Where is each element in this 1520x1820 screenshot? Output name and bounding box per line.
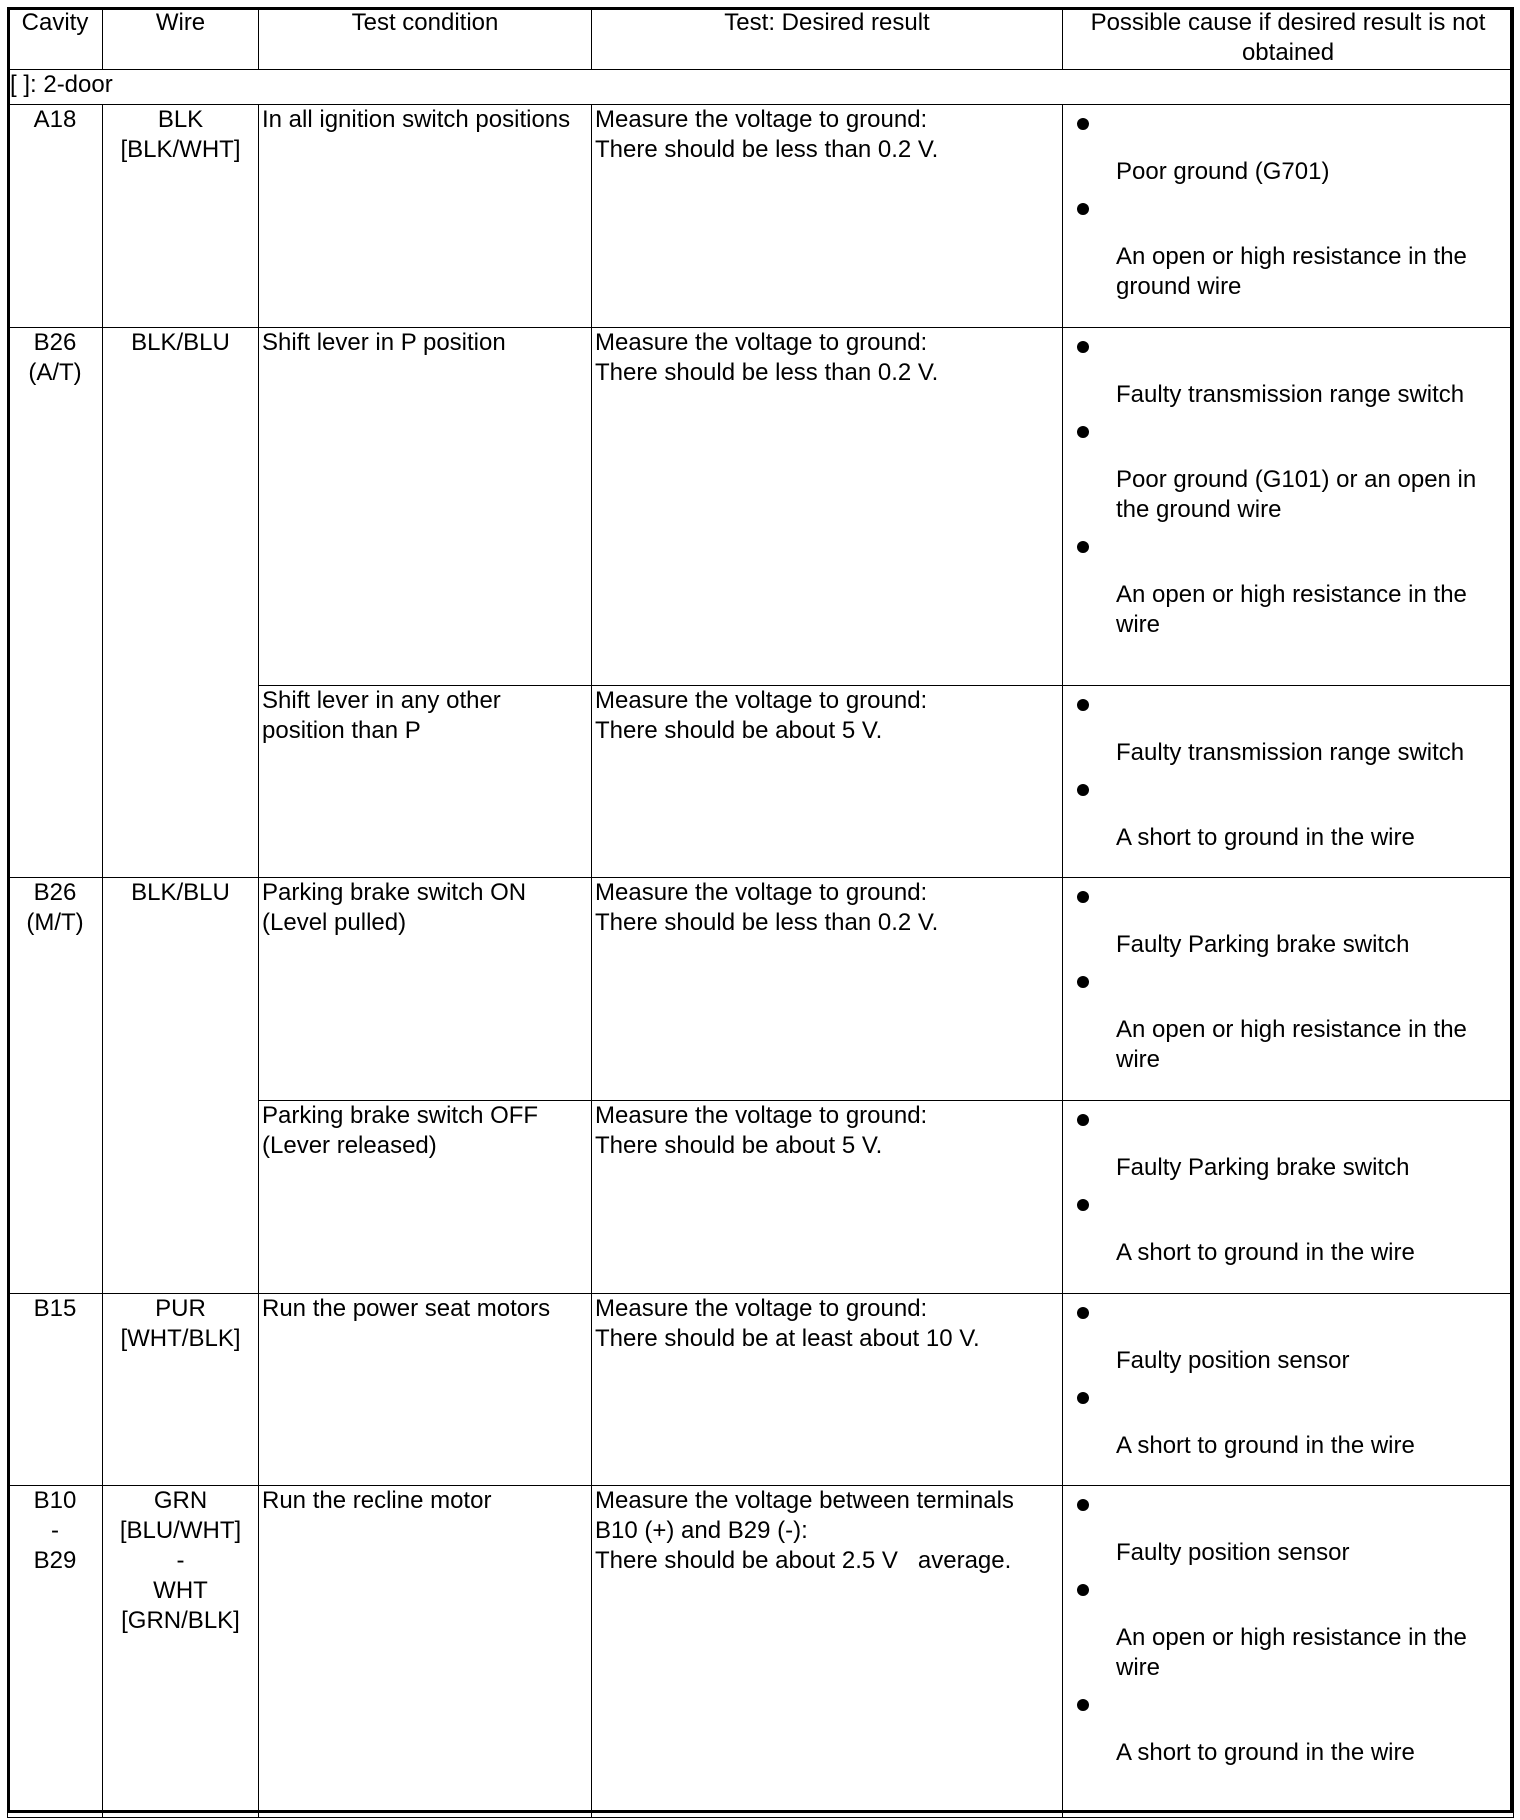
result-line: Measure the voltage to ground: [595,687,928,714]
causes-cell [1063,878,1514,1101]
bullet-icon [1077,203,1089,215]
cause-text: A short to ground in the wire [1116,1239,1415,1266]
cause-item [1063,328,1513,410]
result-cell [592,878,1063,1101]
result-cell [592,1294,1063,1486]
result-line: Measure the voltage to ground: [595,1295,928,1322]
result-cell [592,1101,1063,1294]
table-row [8,1294,1514,1486]
bullet-icon [1077,1307,1089,1319]
header-cavity: Cavity [8,8,103,70]
wire-line: BLK/BLU [131,879,230,906]
wire-cell [103,328,259,878]
table-row [8,1486,1514,1818]
condition-line: Run the power seat motors [262,1295,551,1322]
cause-text: Faulty Parking brake switch [1116,931,1410,958]
wire-line: [BLU/WHT] [119,1517,242,1544]
wire-cell [103,105,259,328]
wire-line: [WHT/BLK] [120,1325,241,1352]
cavity-cell [8,105,103,328]
bullet-icon [1077,699,1089,711]
header-test-condition: Test condition [259,8,592,70]
header-wire: Wire [103,8,259,70]
cavity-cell [8,1294,103,1486]
cause-text: A short to ground in the wire [1116,1739,1415,1766]
condition-line: Shift lever in P position [262,329,506,356]
condition-line: (Lever released) [262,1132,437,1159]
condition-cell [259,1294,592,1486]
cause-text: Faulty transmission range switch [1116,381,1465,408]
result-line: There should be about 2.5 V average. [595,1547,1012,1574]
cause-item [1063,528,1513,640]
bullet-icon [1077,1584,1089,1596]
cavity-line: B26 [33,329,77,356]
wire-line: BLK/BLU [131,329,230,356]
wire-line: BLK [157,106,204,133]
result-line: There should be less than 0.2 V. [595,909,939,936]
cause-text: Faulty Parking brake switch [1116,1154,1410,1181]
cause-item [1063,878,1513,960]
condition-cell [259,1486,592,1818]
cause-item [1063,1101,1513,1183]
wire-cell [103,1486,259,1818]
condition-line: In all ignition switch positions [262,106,571,133]
result-line: Measure the voltage to ground: [595,329,928,356]
result-cell [592,1486,1063,1818]
cavity-line: B26 [33,879,77,906]
cause-item [1063,413,1513,525]
result-line: There should be less than 0.2 V. [595,136,939,163]
cause-item [1063,1486,1513,1568]
bullet-icon [1077,784,1089,796]
bullet-icon [1077,976,1089,988]
bullet-icon [1077,1499,1089,1511]
cause-text: Poor ground (G701) [1116,158,1330,185]
cavity-line: B29 [33,1547,77,1574]
header-desired-result: Test: Desired result [592,8,1063,70]
table-row [8,878,1514,1101]
cause-text: An open or high resistance in the wire [1116,1016,1467,1073]
result-line: There should be at least about 10 V. [595,1325,980,1352]
result-line: Measure the voltage between terminals [595,1487,1014,1514]
cause-text: Faulty position sensor [1116,1539,1350,1566]
condition-line: position than P [262,717,421,744]
result-line: Measure the voltage to ground: [595,879,928,906]
cavity-line: A18 [33,106,77,133]
condition-line: Parking brake switch OFF [262,1102,539,1129]
condition-line: Shift lever in any other [262,687,501,714]
bullet-icon [1077,1699,1089,1711]
bullet-icon [1077,1199,1089,1211]
wire-line: PUR [155,1295,206,1322]
wire-line: [GRN/BLK] [121,1607,240,1634]
diagnostic-table [7,7,1514,1818]
cavity-line: (A/T) [28,359,82,386]
bullet-icon [1077,1392,1089,1404]
result-cell [592,105,1063,328]
cavity-cell [8,1486,103,1818]
table-row [8,328,1514,686]
result-line: Measure the voltage to ground: [595,106,928,133]
result-cell [592,686,1063,878]
wire-line: GRN [153,1487,208,1514]
door-note: [ ]: 2-door [8,70,1514,105]
wire-line: - [176,1547,185,1574]
condition-line: (Level pulled) [262,909,407,936]
result-line: There should be less than 0.2 V. [595,359,939,386]
wire-cell [103,1294,259,1486]
header-row [8,8,1514,70]
causes-cell [1063,1294,1514,1486]
condition-cell [259,1101,592,1294]
condition-line: Parking brake switch ON [262,879,527,906]
cavity-cell [8,328,103,878]
cause-item [1063,1294,1513,1376]
condition-cell [259,105,592,328]
cause-item [1063,190,1513,302]
cause-text: An open or high resistance in the ground wire [1116,243,1467,300]
bullet-icon [1077,1114,1089,1126]
causes-cell [1063,105,1514,328]
cause-item [1063,1186,1513,1268]
cause-item [1063,1686,1513,1768]
cause-text: A short to ground in the wire [1116,824,1415,851]
wire-cell [103,878,259,1294]
bullet-icon [1077,341,1089,353]
cavity-cell [8,878,103,1294]
cause-item [1063,1379,1513,1461]
cause-text: Poor ground (G101) or an open in the ground wire [1116,466,1477,523]
condition-line: Run the recline motor [262,1487,492,1514]
result-line: B10 (+) and B29 (-): [595,1517,808,1544]
causes-cell [1063,686,1514,878]
note-row [8,70,1514,105]
table-row [8,105,1514,328]
cause-item [1063,1571,1513,1683]
cavity-line: B15 [33,1295,77,1322]
cause-text: An open or high resistance in the wire [1116,1624,1467,1681]
result-line: Measure the voltage to ground: [595,1102,928,1129]
bullet-icon [1077,426,1089,438]
cause-item [1063,105,1513,187]
cause-text: Faulty position sensor [1116,1347,1350,1374]
wire-line: WHT [153,1577,208,1604]
cause-item [1063,771,1513,853]
condition-cell [259,328,592,686]
causes-cell [1063,1486,1514,1818]
result-line: There should be about 5 V. [595,717,883,744]
result-cell [592,328,1063,686]
bullet-icon [1077,118,1089,130]
cause-text: An open or high resistance in the wire [1116,581,1467,638]
bullet-icon [1077,541,1089,553]
cavity-line: - [51,1517,59,1544]
cause-item [1063,963,1513,1075]
condition-cell [259,686,592,878]
condition-cell [259,878,592,1101]
cause-item [1063,686,1513,768]
causes-cell [1063,1101,1514,1294]
bullet-icon [1077,891,1089,903]
cavity-line: B10 [33,1487,77,1514]
cause-text: A short to ground in the wire [1116,1432,1415,1459]
header-possible-cause: Possible cause if desired result is not obtained [1063,8,1514,70]
wire-line: [BLK/WHT] [120,136,241,163]
cavity-line: (M/T) [26,909,84,936]
causes-cell [1063,328,1514,686]
result-line: There should be about 5 V. [595,1132,883,1159]
cause-text: Faulty transmission range switch [1116,739,1465,766]
